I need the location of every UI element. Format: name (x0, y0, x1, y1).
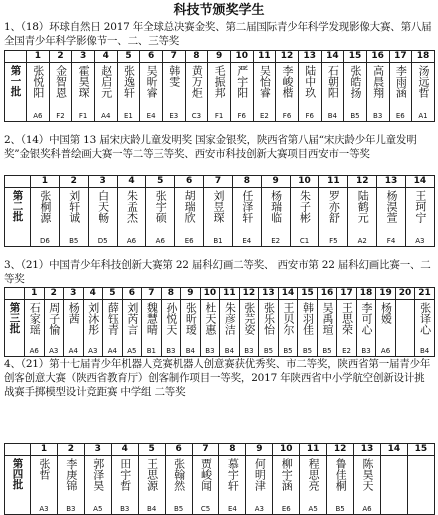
column-number: 4 (83, 288, 103, 300)
seat-code: A5 (127, 347, 137, 355)
page-title: 科技节颁奖学生 (173, 3, 265, 18)
student-cell (377, 188, 406, 247)
student-cell (59, 188, 88, 247)
seat-code: B5 (263, 347, 274, 355)
column-number: 6 (165, 444, 192, 456)
student-name: 朱孟杰 (125, 190, 139, 223)
student-name: 张昕瑷 (184, 302, 198, 335)
number-header-blank (5, 444, 31, 456)
student-cell (204, 188, 233, 247)
column-number: 2 (57, 444, 84, 456)
seat-code: E2 (342, 347, 351, 355)
column-number: 5 (138, 444, 165, 456)
seat-code: B3 (120, 505, 130, 513)
seat-code: D5 (97, 237, 108, 245)
student-cell (290, 188, 319, 247)
student-cell (412, 63, 435, 122)
student-cell (246, 456, 273, 515)
student-name: 张芫姿 (242, 302, 256, 335)
number-header-blank (5, 176, 31, 188)
column-number: 5 (117, 51, 140, 63)
student-cell (138, 456, 165, 515)
student-cell (298, 300, 318, 357)
seat-code: B4 (224, 347, 235, 355)
seat-code: A6 (126, 237, 137, 245)
batch-label: 第三批 (8, 302, 21, 334)
student-name: 陆中玖 (303, 65, 317, 98)
column-number: 10 (273, 444, 300, 456)
student-name: 张逸轩 (122, 65, 136, 98)
column-number: 4 (117, 176, 146, 188)
seat-code: A1 (418, 112, 428, 120)
student-cell (31, 188, 60, 247)
student-name: 朱彦洁 (223, 302, 237, 335)
seat-code: D6 (40, 237, 50, 245)
student-name: 陆鹤元 (356, 190, 370, 223)
seat-code: A6 (362, 505, 372, 513)
student-name: 何明津 (253, 458, 267, 491)
student-name: 孙悦天 (164, 302, 178, 335)
student-cell (261, 188, 290, 247)
student-cell (122, 300, 142, 357)
student-name: 王珂宁 (413, 190, 427, 223)
seat-code: F2 (56, 112, 65, 120)
student-cell (407, 456, 434, 515)
column-number: 9 (208, 51, 231, 63)
student-name: 赵启元 (99, 65, 113, 98)
seat-code: E6 (281, 505, 291, 513)
student-cell (348, 188, 377, 247)
student-name: 陈昊天 (361, 458, 375, 491)
column-number: 20 (395, 288, 415, 300)
seat-code: F5 (329, 237, 338, 245)
batch-label: 第四批 (11, 458, 24, 490)
student-cell (344, 63, 367, 122)
seat-code: B3 (373, 112, 383, 120)
student-name: 石家瑶 (28, 302, 42, 335)
column-number: 1 (27, 51, 50, 63)
seat-code: B5 (69, 237, 79, 245)
student-cell (395, 300, 415, 357)
student-cell (276, 63, 299, 122)
student-cell (230, 63, 253, 122)
seat-code: E4 (242, 237, 252, 245)
column-number: 18 (412, 51, 435, 63)
seat-code: B3 (205, 347, 215, 355)
student-name: 杨淏萱 (385, 190, 399, 223)
seat-code: F1 (78, 112, 88, 120)
student-cell (253, 63, 276, 122)
column-number: 9 (181, 288, 201, 300)
column-number: 13 (354, 444, 381, 456)
seat-code: A6 (380, 347, 391, 355)
column-number: 10 (290, 176, 319, 188)
column-number: 13 (259, 288, 279, 300)
student-name: 毛振邦 (213, 65, 227, 98)
column-number: 17 (389, 51, 412, 63)
column-number: 6 (140, 51, 163, 63)
column-number: 8 (232, 176, 261, 188)
column-number: 15 (407, 444, 434, 456)
batch-label-cell (5, 300, 25, 357)
column-number: 2 (44, 288, 64, 300)
student-cell (319, 188, 348, 247)
student-cell (317, 300, 337, 357)
student-name: 杨嫒 (379, 302, 393, 324)
column-number: 1 (31, 176, 60, 188)
column-number: 7 (192, 444, 219, 456)
seat-code: F6 (305, 112, 314, 120)
student-cell (273, 456, 300, 515)
seat-code: A3 (415, 237, 425, 245)
batch-label: 第二批 (11, 190, 24, 222)
student-name: 刘芮言 (125, 302, 139, 335)
student-cell (220, 300, 240, 357)
column-number: 18 (356, 288, 376, 300)
column-number: 8 (185, 51, 208, 63)
column-number: 12 (327, 444, 354, 456)
student-name: 金智恩 (54, 65, 68, 98)
column-number: 2 (49, 51, 72, 63)
seat-code: F6 (282, 112, 292, 120)
seat-code: E6 (395, 112, 405, 120)
column-number: 13 (298, 51, 321, 63)
student-name: 黄万炬 (190, 65, 204, 98)
student-cell (259, 300, 279, 357)
student-cell (405, 188, 434, 247)
student-name: 李庚锦 (64, 458, 78, 491)
column-number: 6 (122, 288, 142, 300)
student-cell (49, 63, 72, 122)
student-cell (239, 300, 259, 357)
batch-label-cell (5, 188, 31, 247)
column-number: 16 (317, 288, 337, 300)
student-cell (376, 300, 396, 357)
seat-code: F1 (214, 112, 224, 120)
seat-code: B3 (244, 347, 254, 355)
seat-code: B4 (419, 347, 430, 355)
number-header-blank (5, 51, 27, 63)
seat-code: C5 (200, 505, 211, 513)
student-cell (192, 456, 219, 515)
student-cell (88, 188, 117, 247)
seat-code: A3 (39, 505, 49, 513)
student-cell (142, 300, 162, 357)
student-name: 慕宇轩 (226, 458, 240, 491)
column-number: 6 (175, 176, 204, 188)
column-number: 15 (344, 51, 367, 63)
column-number: 2 (59, 176, 88, 188)
student-name: 霍昊琛 (77, 65, 91, 98)
student-name: 吴怡睿 (258, 65, 272, 98)
student-name: 贾峻闻 (199, 458, 213, 491)
student-cell (94, 63, 117, 122)
column-number: 12 (348, 176, 377, 188)
seat-code: C1 (299, 237, 310, 245)
student-name: 张悦阳 (31, 65, 45, 98)
column-number: 5 (103, 288, 123, 300)
student-name: 李雨涵 (394, 65, 408, 98)
column-number: 21 (415, 288, 435, 300)
student-name: 杜天惠 (203, 302, 217, 335)
student-cell (219, 456, 246, 515)
column-number: 1 (31, 444, 58, 456)
column-number: 11 (220, 288, 240, 300)
seat-code: B1 (213, 237, 223, 245)
student-name: 高晨翔 (371, 65, 385, 98)
batch-label-cell (5, 63, 27, 122)
student-name: 田宇哲 (118, 458, 132, 491)
seat-code: B4 (147, 505, 157, 513)
student-cell (117, 63, 140, 122)
seat-code: B4 (327, 112, 337, 120)
student-name: 汤远哲 (416, 65, 430, 98)
student-name: 吴昕睿 (145, 65, 159, 98)
column-number: 3 (84, 444, 111, 456)
column-number: 8 (219, 444, 246, 456)
student-cell (278, 300, 298, 357)
seat-code: F4 (386, 237, 396, 245)
student-name: 刘轩诚 (67, 190, 81, 223)
student-name: 张哲 (37, 458, 51, 480)
student-name: 吴禹瑄 (320, 302, 334, 335)
student-name: 韩羽佳 (301, 302, 315, 335)
student-cell (165, 456, 192, 515)
column-number: 16 (366, 51, 389, 63)
column-number: 11 (253, 51, 276, 63)
student-name: 杨茜 (67, 302, 81, 324)
section-2-heading: 2、（14）中国第 13 届宋庆龄儿童发明奖 国家金银奖，陕西省第八届“宋庆龄少年儿童发明奖”金银奖科普绘画大赛一等二等三等奖、西安市科技创新大赛项目西安市一等奖 (4, 134, 417, 160)
student-name: 刘沐彤 (86, 302, 100, 335)
column-number: 15 (298, 288, 318, 300)
seat-code: E2 (271, 237, 281, 245)
student-name: 白天畅 (96, 190, 110, 223)
seat-code: A2 (357, 237, 367, 245)
student-name: 罗亦舒 (327, 190, 341, 223)
column-number: 9 (246, 444, 273, 456)
seat-code: B5 (173, 505, 184, 513)
column-number: 12 (276, 51, 299, 63)
student-cell (72, 63, 95, 122)
seat-code: E3 (169, 112, 179, 120)
student-cell (300, 456, 327, 515)
seat-code: B1 (146, 347, 156, 355)
seat-code: A3 (254, 505, 264, 513)
student-cell (185, 63, 208, 122)
student-cell (366, 63, 389, 122)
seat-code: E6 (184, 237, 194, 245)
seat-code: E4 (227, 505, 237, 513)
student-cell (181, 300, 201, 357)
seat-code: A6 (33, 112, 43, 120)
student-name: 程思亮 (307, 458, 321, 491)
seat-code: B3 (66, 505, 76, 513)
number-header-blank (5, 288, 25, 300)
student-name: 严宇阳 (235, 65, 249, 98)
student-cell (146, 188, 175, 247)
column-number: 7 (204, 176, 233, 188)
batch-label: 第一批 (9, 65, 22, 97)
student-cell (380, 456, 407, 515)
student-cell (161, 300, 181, 357)
student-name: 郭泽昊 (91, 458, 105, 491)
student-name: 朱子彬 (298, 190, 312, 223)
seat-code: A4 (107, 347, 117, 355)
column-number: 1 (25, 288, 45, 300)
seat-code: E4 (146, 112, 156, 120)
section-2-table (4, 175, 435, 247)
student-cell (111, 456, 138, 515)
column-number: 11 (319, 176, 348, 188)
student-name: 王贝尔 (281, 302, 295, 335)
seat-code: A5 (308, 505, 318, 513)
seat-code: B4 (185, 347, 196, 355)
student-cell (415, 300, 435, 357)
student-cell (64, 300, 84, 357)
column-number: 4 (111, 444, 138, 456)
column-number: 10 (230, 51, 253, 63)
column-number: 5 (146, 176, 175, 188)
student-cell (389, 63, 412, 122)
seat-code: A5 (93, 505, 103, 513)
seat-code: E1 (124, 112, 133, 120)
student-cell (356, 300, 376, 357)
student-cell (83, 300, 103, 357)
student-name: 王思荣 (340, 302, 354, 335)
student-name: 张皓扬 (349, 65, 363, 98)
student-cell (140, 63, 163, 122)
column-number: 3 (72, 51, 95, 63)
seat-code: B5 (350, 112, 360, 120)
student-cell (27, 63, 50, 122)
student-name: 张宇硕 (154, 190, 168, 223)
student-name: 张译心 (418, 302, 432, 335)
section-3-heading: 3、（21）中国青少年科技创新大赛第 22 届科幻画二等奖、 西安市第 22 届科幻画比赛一、二等奖 (4, 259, 431, 285)
student-name: 魏慧晴 (145, 302, 159, 335)
student-name: 韩雯 (167, 65, 181, 87)
student-name: 任泽轩 (240, 190, 254, 223)
column-number: 14 (405, 176, 434, 188)
student-name: 杨瑞临 (269, 190, 283, 223)
student-cell (354, 456, 381, 515)
student-name: 李可心 (360, 302, 374, 335)
section-1-table (4, 50, 435, 122)
column-number: 3 (64, 288, 84, 300)
seat-code: F6 (237, 112, 246, 120)
seat-code: E2 (259, 112, 269, 120)
column-number: 17 (337, 288, 357, 300)
student-name: 柳宇涵 (280, 458, 294, 491)
student-name: 刘昱琛 (211, 190, 225, 223)
student-name: 张翰然 (172, 458, 186, 491)
student-name: 周子愉 (47, 302, 61, 335)
seat-code: B3 (361, 347, 371, 355)
seat-code: B5 (302, 347, 313, 355)
section-1-heading: 1、（18）环球自然日 2017 年全球总决赛金奖、第二届国际青少年科学发现影像大赛、第八届全国青少年科学影像节一、二、三等奖 (4, 21, 432, 47)
student-cell (232, 188, 261, 247)
student-cell (44, 300, 64, 357)
student-name: 胡瑞欣 (183, 190, 197, 223)
student-cell (200, 300, 220, 357)
column-number: 14 (278, 288, 298, 300)
seat-code: A3 (49, 347, 59, 355)
column-number: 4 (94, 51, 117, 63)
column-number: 14 (380, 444, 407, 456)
student-cell (175, 188, 204, 247)
student-cell (162, 63, 185, 122)
student-cell (298, 63, 321, 122)
student-name: 鲁佳桐 (334, 458, 348, 491)
column-number: 13 (377, 176, 406, 188)
section-4-table (4, 443, 435, 515)
student-name: 张乐怡 (262, 302, 276, 335)
seat-code: B5 (335, 505, 345, 513)
column-number: 8 (161, 288, 181, 300)
seat-code: A4 (68, 347, 78, 355)
column-number: 7 (142, 288, 162, 300)
student-cell (117, 188, 146, 247)
student-cell (84, 456, 111, 515)
column-number: 14 (321, 51, 344, 63)
student-name: 张桐源 (38, 190, 52, 223)
student-cell (327, 456, 354, 515)
student-cell (25, 300, 45, 357)
seat-code: A6 (155, 237, 165, 245)
student-name: 薛钰青 (106, 302, 120, 335)
seat-code: B5 (322, 347, 332, 355)
student-cell (31, 456, 58, 515)
column-number: 7 (162, 51, 185, 63)
student-name: 王思源 (145, 458, 159, 491)
section-3-table (4, 287, 435, 357)
seat-code: A6 (29, 347, 39, 355)
student-name: 石朝阳 (326, 65, 340, 98)
seat-code: C3 (191, 112, 202, 120)
student-cell (321, 63, 344, 122)
column-number: 3 (88, 176, 117, 188)
student-cell (337, 300, 357, 357)
student-cell (103, 300, 123, 357)
seat-code: A4 (101, 112, 111, 120)
column-number: 19 (376, 288, 396, 300)
student-cell (208, 63, 231, 122)
student-cell (57, 456, 84, 515)
batch-label-cell (5, 456, 31, 515)
seat-code: B3 (166, 347, 176, 355)
seat-code: A3 (88, 347, 98, 355)
column-number: 9 (261, 176, 290, 188)
column-number: 12 (239, 288, 259, 300)
section-4-heading: 4、（21）第十七届青少年机器人竞赛机器人创意赛获优秀奖、市二等奖，陕西省第一届青少年创客创意大赛（陕西省教育厅）创客制作项目一等奖，2017 年陕西省中小学航空创新设计挑战赛手掷模型设计竞距赛 中学组 二等奖 (4, 358, 431, 398)
column-number: 11 (300, 444, 327, 456)
student-name: 李峻楷 (281, 65, 295, 98)
seat-code: B5 (283, 347, 293, 355)
column-number: 10 (200, 288, 220, 300)
